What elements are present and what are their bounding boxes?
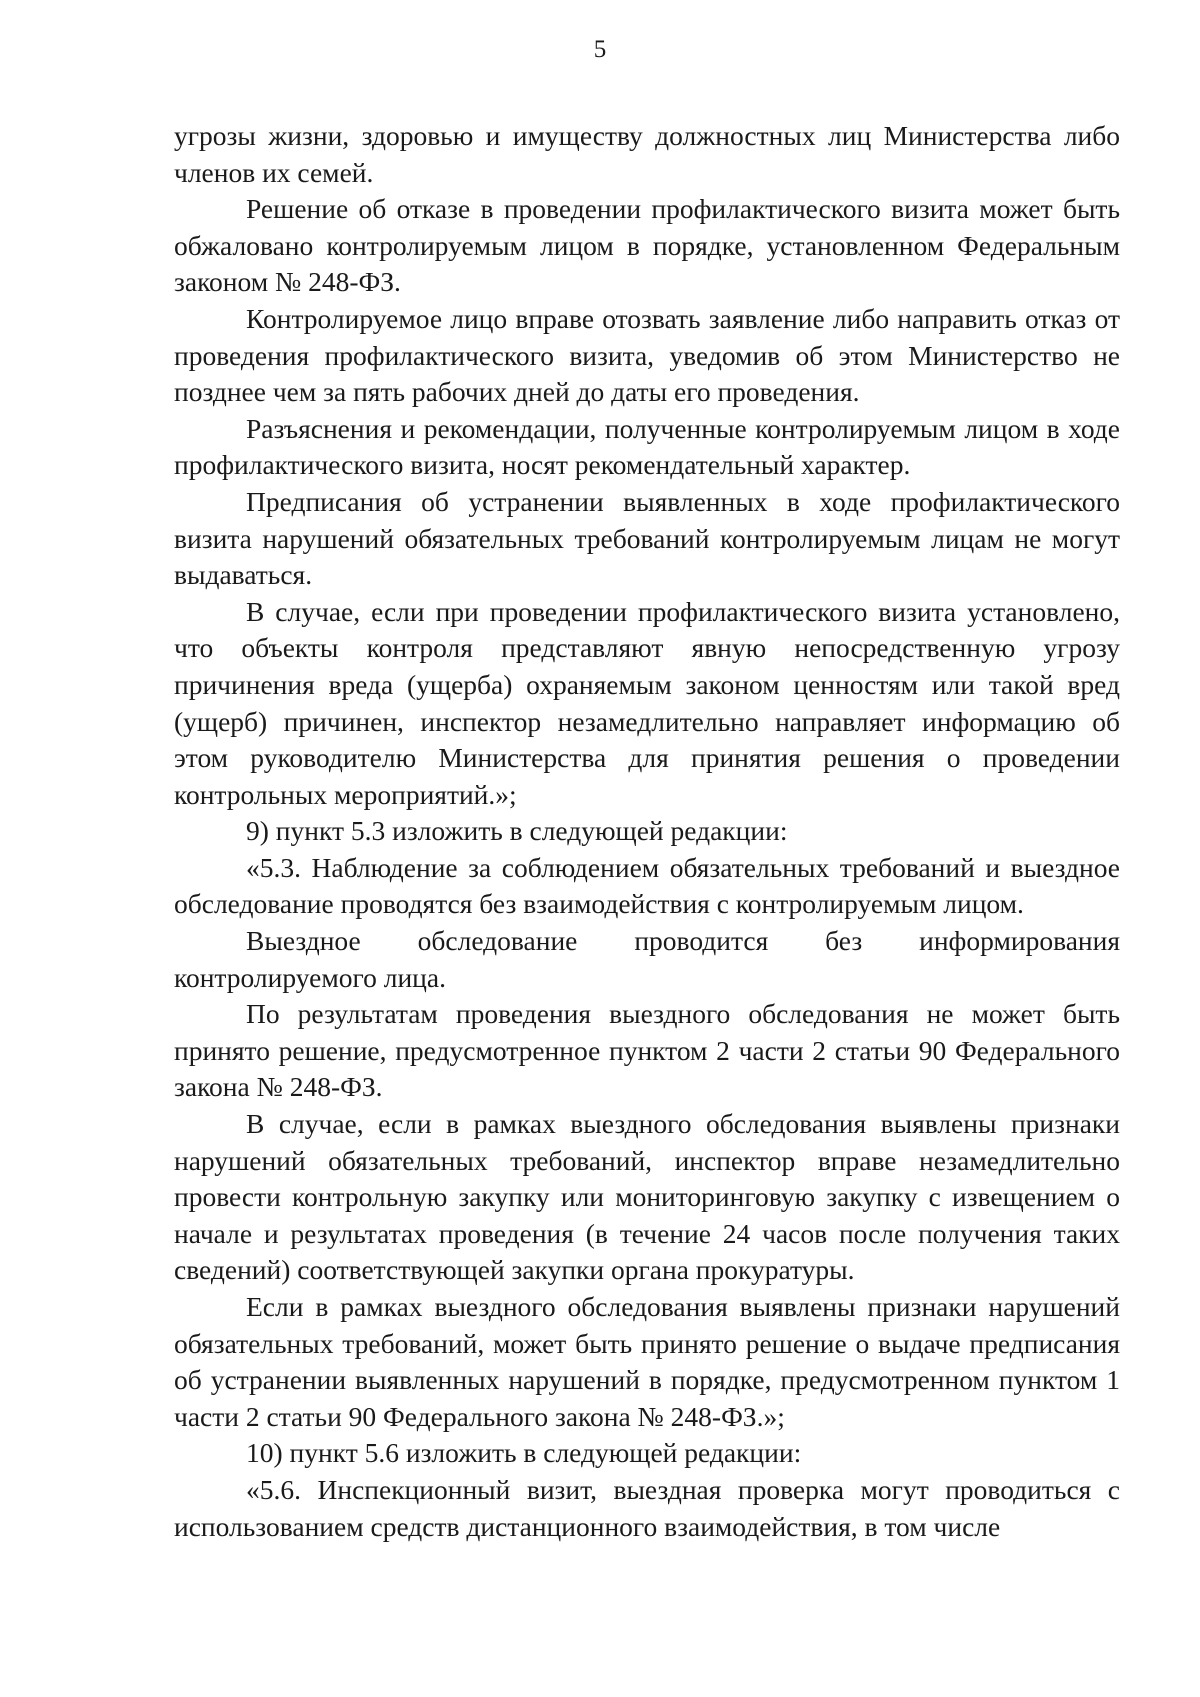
list-item-heading: 10) пункт 5.6 изложить в следующей редакции: <box>246 1437 802 1469</box>
paragraph: угрозы жизни, здоровью и имуществу должностных лиц Министерства либо членов их семей. <box>174 120 1120 188</box>
paragraph: Контролируемое лицо вправе отозвать заявление либо направить отказ от проведения профилактического визита, уведомив об этом Министерство не позднее чем за пять рабочих дней до даты его проведения. <box>174 302 1120 408</box>
paragraph: В случае, если в рамках выездного обследования выявлены признаки нарушений обязательных требований, инспектор вправе незамедлительно провести контрольную закупку или мониторинговую закупку с извещением о начале и результатах проведения (в течение 24 часов после получения таких сведений) соответствующей закупки органа прокуратуры. <box>174 1108 1120 1286</box>
paragraph: Разъяснения и рекомендации, полученные контролируемым лицом в ходе профилактического визита, носят рекомендательный характер. <box>174 412 1120 481</box>
paragraph: «5.3. Наблюдение за соблюдением обязательных требований и выездное обследование проводятся без взаимодействия с контролируемым лицом. <box>174 851 1120 920</box>
page-number: 5 <box>593 36 607 63</box>
paragraph: Решение об отказе в проведении профилактического визита может быть обжаловано контролируемым лицом в порядке, установленном Федеральным законом № 248-ФЗ. <box>174 193 1120 298</box>
paragraph: Если в рамках выездного обследования выявлены признаки нарушений обязательных требований, может быть принято решение о выдаче предписания об устранении выявленных нарушений в порядке, предусмотренном пунктом 1 части 2 статьи 90 Федерального закона № 248-ФЗ.»; <box>174 1291 1120 1432</box>
paragraph: В случае, если при проведении профилактического визита установлено, что объекты контроля представляют явную непосредственную угрозу причинения вреда (ущерба) охраняемым законом ценностям или такой вред (ущерб) причинен, инспектор незамедлительно направляет информацию об этом руководителю Министерства для принятия решения о проведении контрольных мероприятий.»; <box>174 595 1120 810</box>
paragraph: По результатам проведения выездного обследования не может быть принято решение, предусмотренное пунктом 2 части 2 статьи 90 Федерального закона № 248-ФЗ. <box>174 998 1120 1103</box>
list-item-heading: 9) пункт 5.3 изложить в следующей редакции: <box>246 815 788 847</box>
document-body <box>174 118 1120 1545</box>
paragraph: Выездное обследование проводится без информирования контролируемого лица. <box>174 925 1120 993</box>
paragraph: Предписания об устранении выявленных в ходе профилактического визита нарушений обязательных требований контролируемым лицам не могут выдаваться. <box>174 485 1120 591</box>
paragraph: «5.6. Инспекционный визит, выездная проверка могут проводиться с использованием средств дистанционного взаимодействия, в том числе <box>174 1473 1120 1542</box>
